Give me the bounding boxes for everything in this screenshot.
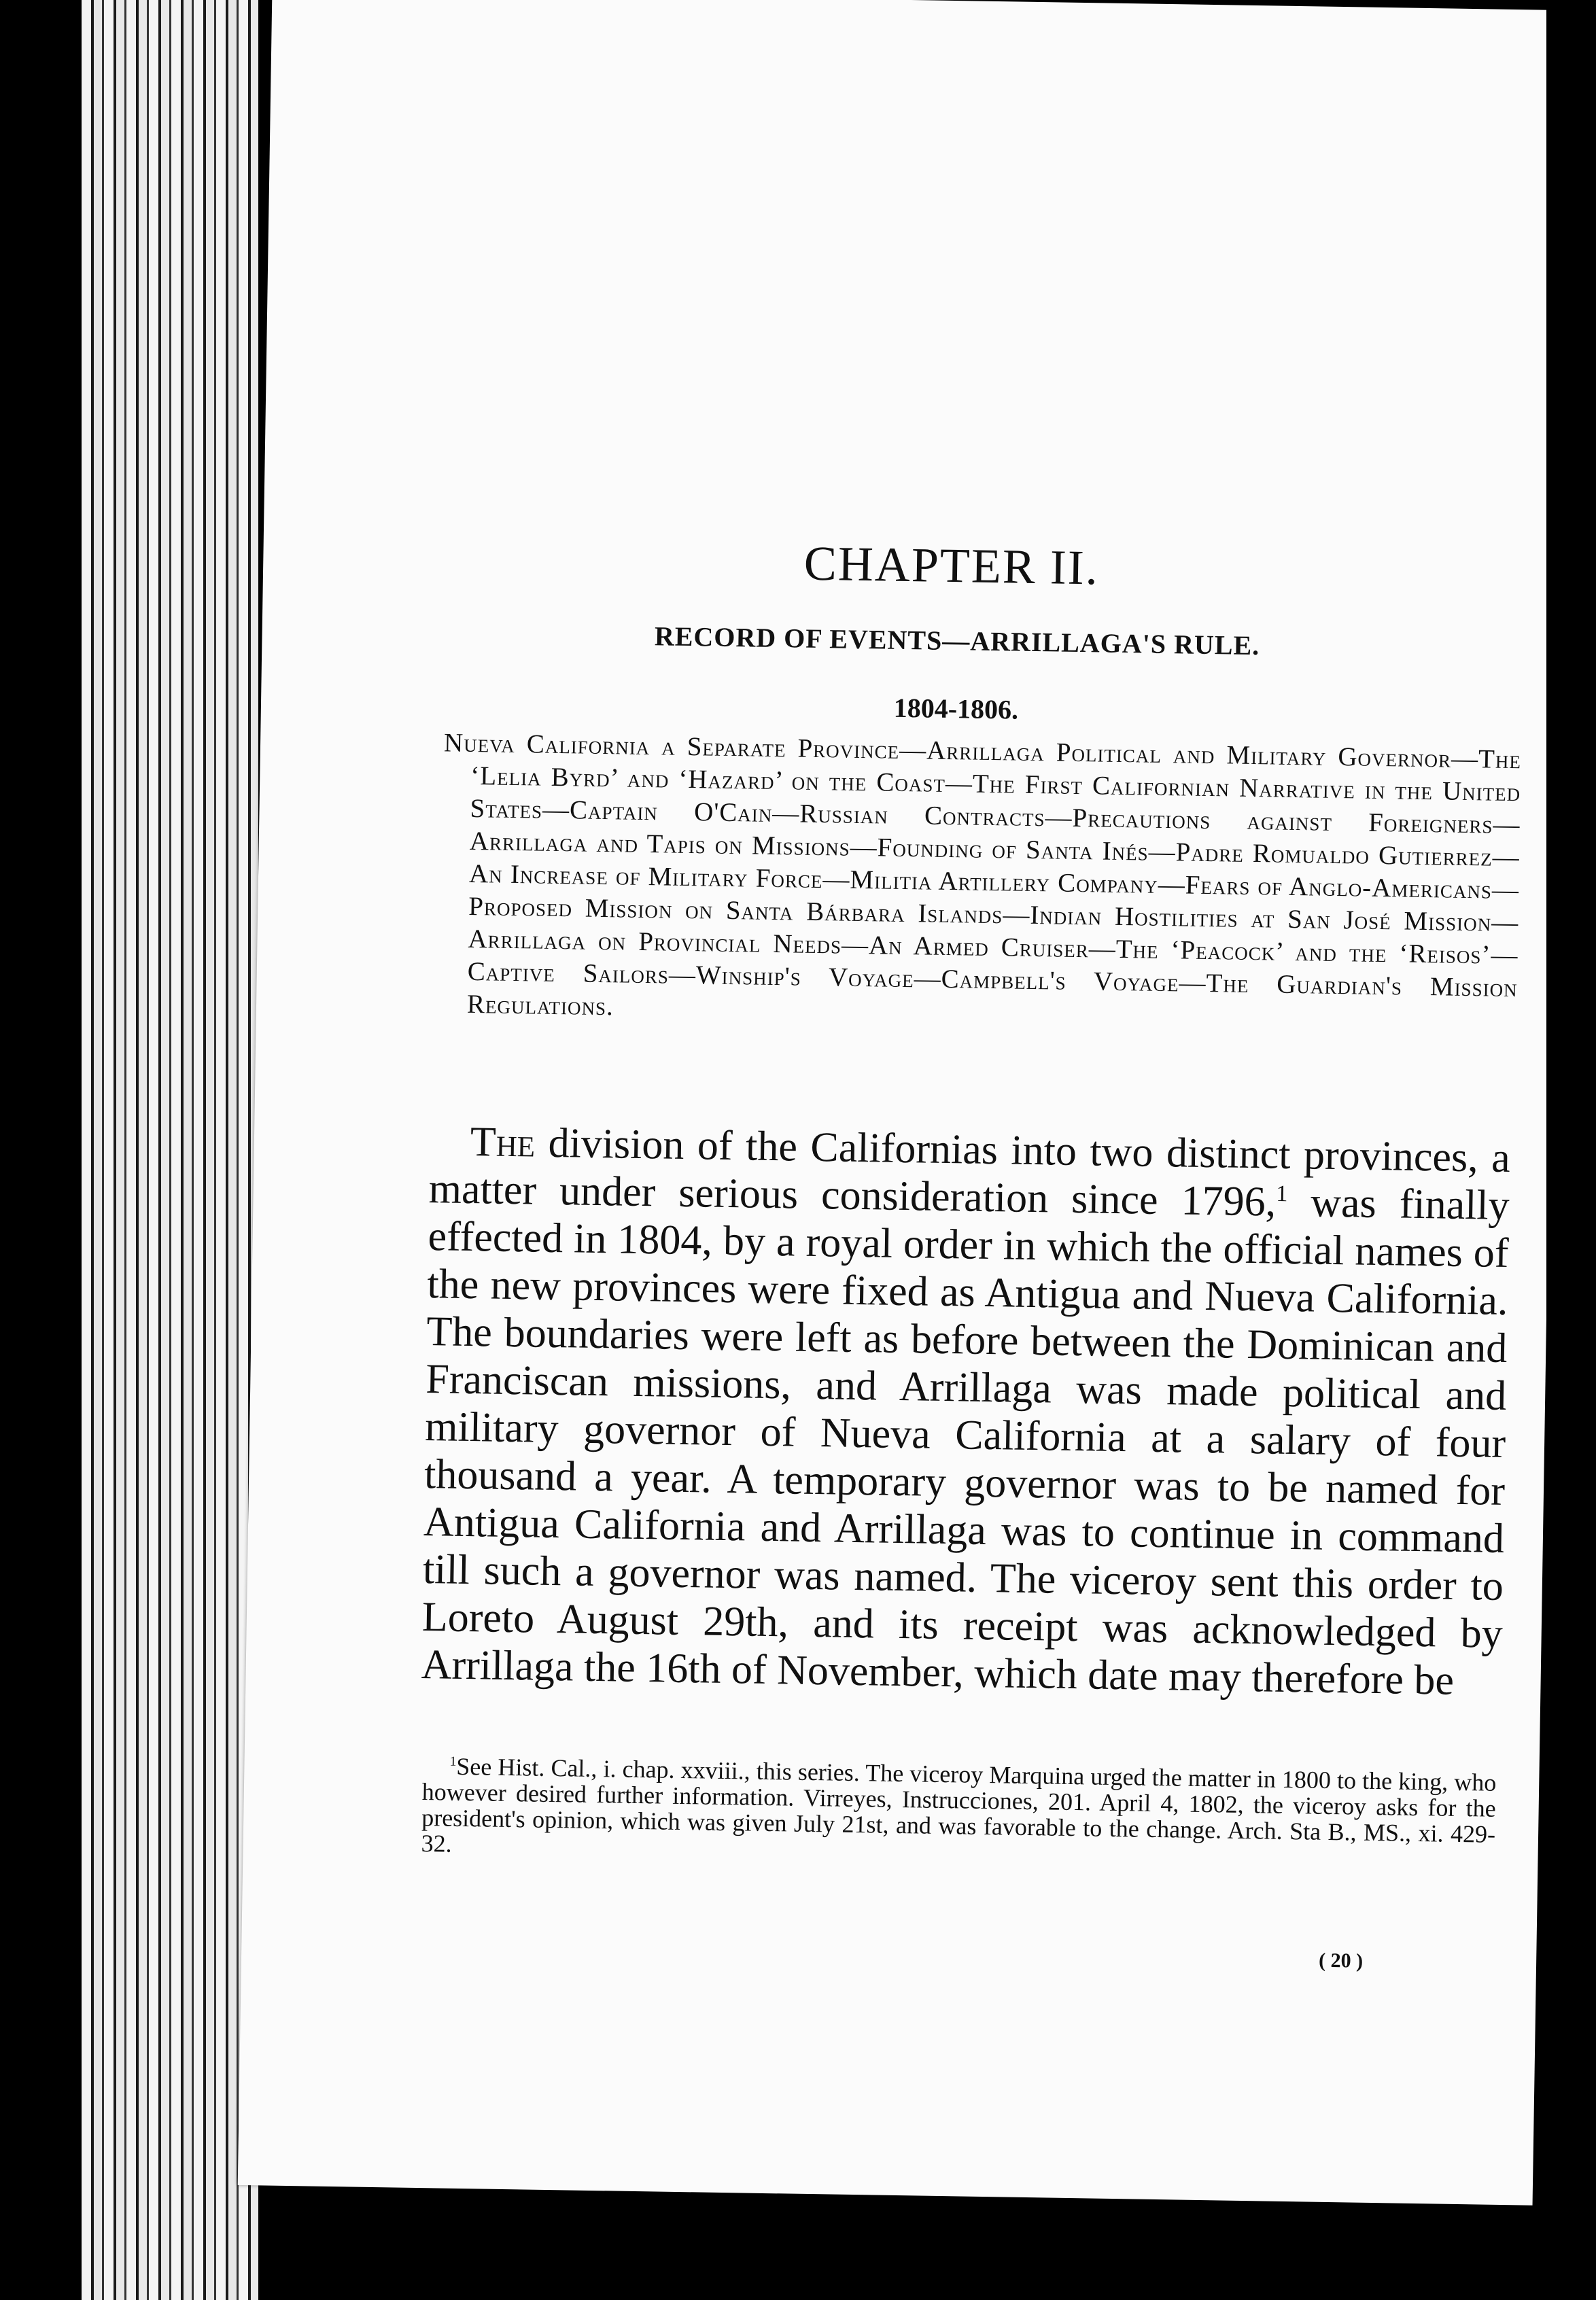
footnote-marker: 1 [449, 1754, 457, 1769]
body-text-part2: was finally effected in 1804, by a royal order in which the official names of the new provinces were fixed as Antigua and Nueva California. The boundaries were left as before between the Dominican and Franciscan missions, and Arrillaga was made political and military governor of Nueva California at a salary of four thousand a year. A temporary governor was to be named for Antigua California and Arrillaga was to continue in command till such a governor was named. The viceroy sent this order to Loreto August 29th, and its receipt was acknowledged by Arrillaga the 16th of November, which date may therefore be [421, 1179, 1510, 1704]
book-page-edges [82, 0, 258, 2300]
body-paragraph [421, 1117, 1510, 1705]
footnote-text: See Hist. Cal., i. chap. xxviii., this series. The viceroy Marquina urged the matter in 1800 to the king, who however desired further information. Virreyes, Instrucciones, 201. April 4, 1802, the viceroy asks for the president's opinion, which was given July 21st, and was favorable to the change. Arch. Sta B., MS., xi. 429-32. [421, 1752, 1497, 1858]
page-number: ( 20 ) [1318, 1949, 1364, 1972]
chapter-subtitle: RECORD OF EVENTS—ARRILLAGA'S RULE. [654, 621, 1260, 661]
footnote [421, 1753, 1496, 1873]
body-text-part1: division of the Californias into two distinct provinces, a matter under serious consideration since 1796, [428, 1119, 1511, 1225]
scan-border [1546, 0, 1596, 2300]
chapter-dates: 1804-1806. [893, 692, 1019, 725]
footnote-reference: 1 [1276, 1181, 1288, 1207]
chapter-title: CHAPTER II. [803, 536, 1100, 595]
book-page [238, 0, 1567, 2206]
chapter-synopsis: Nueva California a Separate Province—Arrillaga Political and Military Governor—The ‘Lelia Byrd’ and ‘Hazard’ on the Coast—The First Californian Narrative in the United States—Captain O'Cain—Russian Contracts—Precautions against Foreigners—Arrillaga and Tapis on Missions—Founding of Santa Inés—Padre Romualdo Gutierrez—An Increase of Military Force—Militia Artillery Company—Fears of Anglo-Americans—Proposed Mission on Santa Bárbara Islands—Indian Hostilities at San José Mission—Arrillaga on Provincial Needs—An Armed Cruiser—The ‘Peacock’ and the ‘Reisos’—Captive Sailors—Winship's Voyage—Campbell's Voyage—The Guardian's Mission Regulations. [443, 728, 1522, 1022]
lead-word: The [470, 1119, 536, 1166]
